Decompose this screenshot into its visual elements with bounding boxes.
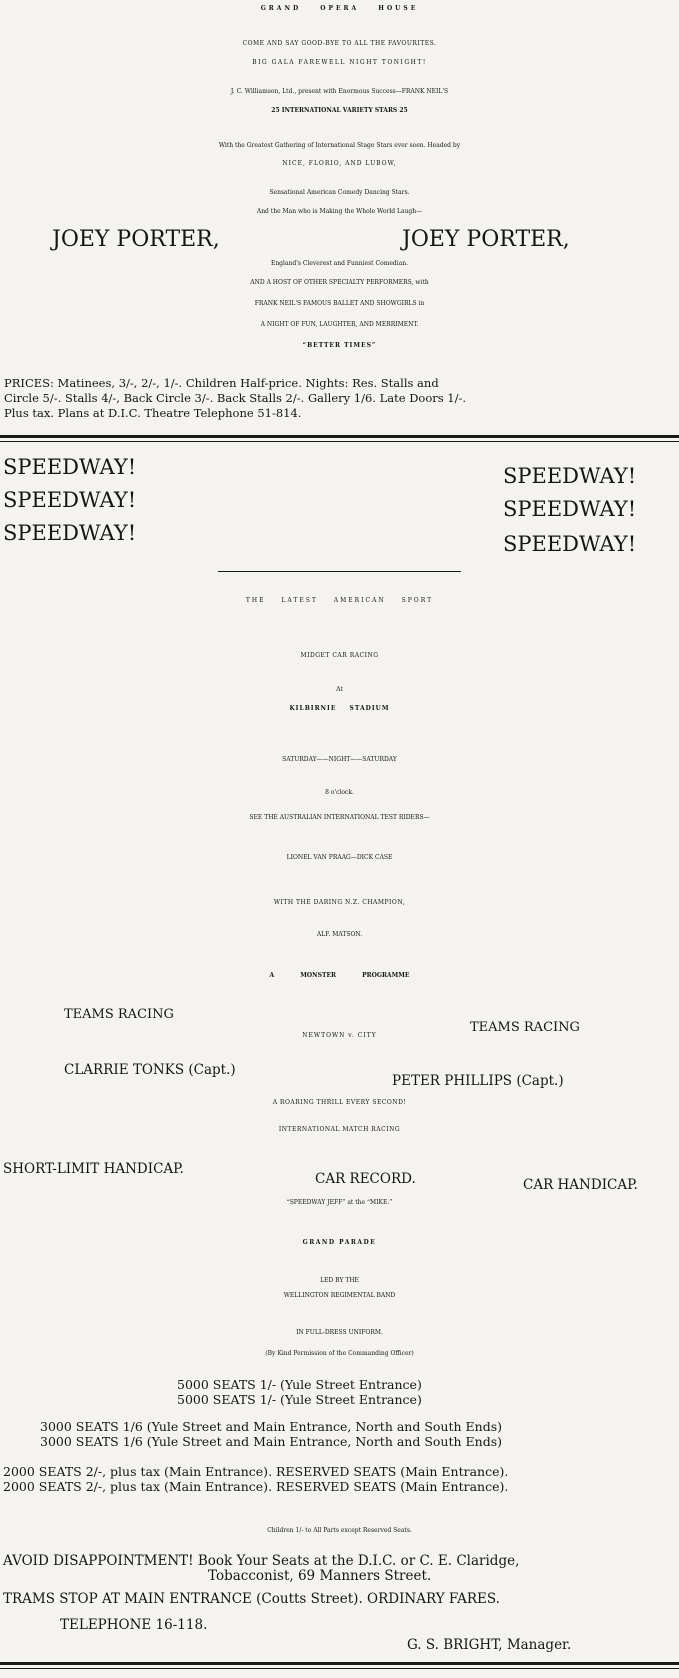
opera-title: GRAND OPERA HOUSE <box>260 5 419 12</box>
seats-3b: 2000 SEATS 2/-, plus tax (Main Entrance). RESERVED SEATS (Main Entrance). <box>3 1479 509 1494</box>
permission-note: (By Kind Permission of the Commanding Officer) <box>265 1350 414 1357</box>
opera-night: A NIGHT OF FUN, LAUGHTER, AND MERRIMENT. <box>260 321 419 328</box>
teams-racing-right: TEAMS RACING <box>470 1020 580 1035</box>
speedway-right-2: SPEEDWAY! <box>503 497 637 521</box>
teams-racing-left: TEAMS RACING <box>64 1007 174 1022</box>
event-day: SATURDAY——NIGHT——SATURDAY <box>282 756 397 763</box>
sport-headline: THE LATEST AMERICAN SPORT <box>245 597 434 604</box>
opera-subtitle: COME AND SAY GOOD-BYE TO ALL THE FAVOURITES. <box>242 40 437 47</box>
venue-name: KILBIRNIE STADIUM <box>289 705 390 712</box>
opera-prices-1: PRICES: Matinees, 3/-, 2/-, 1/-. Children Half-price. Nights: Res. Stalls and <box>4 376 439 390</box>
event-time: 8 o'clock. <box>325 789 354 796</box>
short-limit-handicap: SHORT-LIMIT HANDICAP. <box>3 1161 184 1177</box>
programme-headline: A MONSTER PROGRAMME <box>269 972 410 979</box>
with-champion: WITH THE DARING N.Z. CHAMPION, <box>273 899 406 906</box>
team-match: NEWTOWN v. CITY <box>302 1032 377 1039</box>
international-racing: INTERNATIONAL MATCH RACING <box>278 1126 401 1133</box>
opera-ballet: FRANK NEIL'S FAMOUS BALLET AND SHOWGIRLS in <box>254 300 425 307</box>
grand-parade: GRAND PARADE <box>302 1239 377 1246</box>
opera-prices-3: Plus tax. Plans at D.I.C. Theatre Telephone 51-814. <box>4 406 302 420</box>
opera-headliners-desc: Sensational American Comedy Dancing Stars. <box>269 189 410 196</box>
opera-presenter: J. C. Williamson, Ltd., present with Enormous Success—FRANK NEIL'S <box>230 88 449 95</box>
avoid-disappointment: AVOID DISAPPOINTMENT! Book Your Seats at the D.I.C. or C. E. Claridge, <box>3 1553 520 1569</box>
seats-2a: 3000 SEATS 1/6 (Yule Street and Main Entrance, North and South Ends) <box>40 1419 502 1434</box>
event-at: At <box>336 686 343 693</box>
captain-right: PETER PHILLIPS (Capt.) <box>392 1073 564 1089</box>
captain-left: CLARRIE TONKS (Capt.) <box>64 1062 236 1078</box>
trams-stop: TRAMS STOP AT MAIN ENTRANCE (Coutts Street). ORDINARY FARES. <box>3 1591 500 1607</box>
opera-stars: 25 INTERNATIONAL VARIETY STARS 25 <box>271 107 408 114</box>
section-divider-top <box>0 435 679 438</box>
children-prices: Children 1/- to All Parts except Reserved Seats. <box>267 1527 412 1534</box>
speedway-right-3: SPEEDWAY! <box>503 532 637 556</box>
bottom-divider <box>0 1662 679 1665</box>
test-riders: SEE THE AUSTRALIAN INTERNATIONAL TEST RIDERS— <box>249 814 430 821</box>
car-record: CAR RECORD. <box>315 1171 416 1187</box>
full-dress-uniform: IN FULL-DRESS UNIFORM. <box>296 1329 383 1336</box>
car-handicap: CAR HANDICAP. <box>523 1177 638 1193</box>
seats-1b: 5000 SEATS 1/- (Yule Street Entrance) <box>177 1392 422 1407</box>
opera-host: AND A HOST OF OTHER SPECIALTY PERFORMERS, with <box>250 279 429 286</box>
opera-joey-right: JOEY PORTER, <box>402 227 570 252</box>
thrill-line: A ROARING THRILL EVERY SECOND! <box>272 1099 407 1106</box>
opera-show-title: “BETTER TIMES” <box>302 342 377 349</box>
opera-comedian: England's Cleverest and Funniest Comedian. <box>270 260 409 267</box>
seats-2b: 3000 SEATS 1/6 (Yule Street and Main Entrance, North and South Ends) <box>40 1434 502 1449</box>
speedway-left-3: SPEEDWAY! <box>3 521 137 545</box>
opera-laugh-line: And the Man who is Making the Whole World Laugh— <box>256 208 423 215</box>
opera-headline: BIG GALA FAREWELL NIGHT TONIGHT! <box>252 59 427 66</box>
speedway-left-2: SPEEDWAY! <box>3 488 137 512</box>
seats-1a: 5000 SEATS 1/- (Yule Street Entrance) <box>177 1377 422 1392</box>
regimental-band: WELLINGTON REGIMENTAL BAND <box>283 1292 396 1299</box>
opera-prices-2: Circle 5/-. Stalls 4/-, Back Circle 3/-. Back Stalls 2/-. Gallery 1/6. Late Doors 1/-. <box>4 391 467 405</box>
speedway-right-1: SPEEDWAY! <box>503 464 637 488</box>
section-divider-bottom <box>0 441 679 442</box>
riders: LIONEL VAN PRAAG—DICK CASE <box>286 854 393 861</box>
speedway-jeff: “SPEEDWAY JEFF” at the “MIKE.” <box>286 1199 393 1206</box>
manager: G. S. BRIGHT, Manager. <box>407 1637 572 1653</box>
short-divider <box>218 571 461 572</box>
tobacconist-address: Tobacconist, 69 Manners Street. <box>208 1568 432 1584</box>
event-name: MIDGET CAR RACING <box>300 652 379 659</box>
opera-gathering: With the Greatest Gathering of International Stage Stars ever seen. Headed by <box>218 142 461 149</box>
speedway-left-1: SPEEDWAY! <box>3 455 137 479</box>
seats-3a: 2000 SEATS 2/-, plus tax (Main Entrance). RESERVED SEATS (Main Entrance). <box>3 1464 509 1479</box>
opera-headliners: NICE, FLORIO, AND LUBOW, <box>282 160 397 167</box>
opera-joey-left: JOEY PORTER, <box>52 227 220 252</box>
bottom-divider-thin <box>0 1668 679 1669</box>
champion: ALF. MATSON. <box>316 931 363 938</box>
telephone: TELEPHONE 16-118. <box>60 1617 208 1633</box>
led-by: LED BY THE <box>320 1277 359 1284</box>
